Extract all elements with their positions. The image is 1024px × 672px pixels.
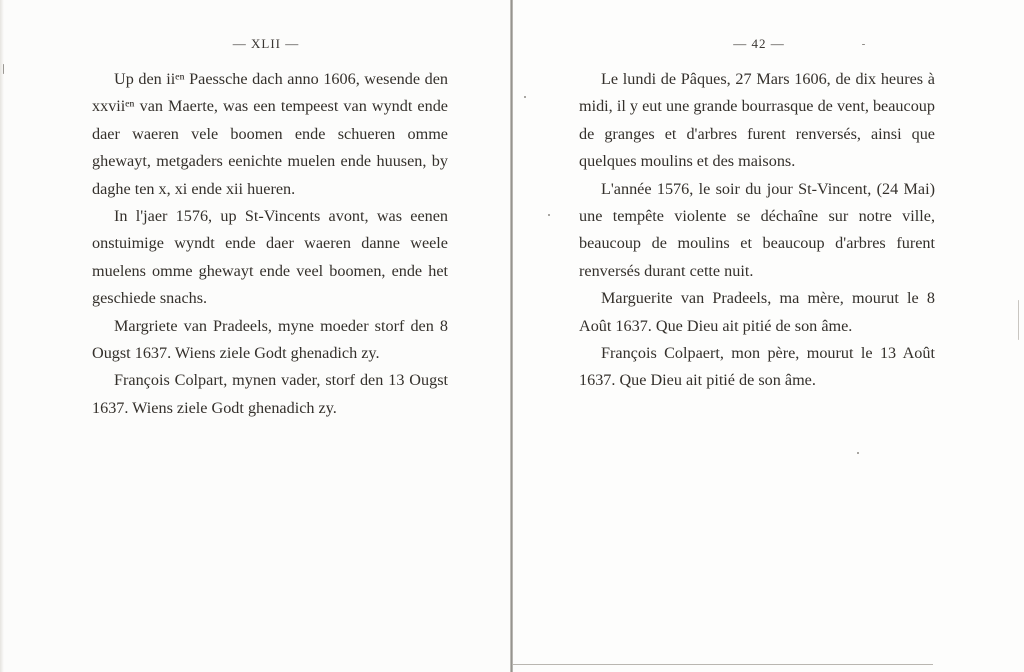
right-page-text [579, 66, 935, 395]
page-edge-shadow [0, 0, 4, 672]
right-page [513, 0, 1024, 672]
left-paragraph-2: In l'jaer 1576, up St-Vincents avont, was eenen onstuimige wyndt ende daer waeren danne weele muelens omme ghewayt ende veel boomen, ende het geschiede snachs. [92, 207, 448, 308]
paper-speck [857, 452, 859, 454]
left-page-folio: — XLII — [232, 36, 300, 51]
left-paragraph-1: Up den iiᵉⁿ Paessche dach anno 1606, wesende den xxviiᵉⁿ van Maerte, was een tempeest van wyndt ende daer waeren vele boomen ende schueren omme ghewayt, metgaders eenichte muelen ende huusen, by daghe ten x, xi ende xii hueren. [92, 70, 448, 198]
right-page-folio: — 42 — [733, 36, 785, 51]
paper-edge-mark [1018, 300, 1019, 340]
right-paragraph-1: Le lundi de Pâques, 27 Mars 1606, de dix heures à midi, il y eut une grande bourrasque de vent, beaucoup de granges et d'arbres furent renversés, ainsi que quelques moulins et des maisons. [579, 70, 935, 171]
left-page-text [92, 66, 448, 422]
right-paragraph-3: Marguerite van Pradeels, ma mère, mourut le 8 Août 1637. Que Dieu ait pitié de son âme. [579, 289, 935, 335]
paper-speck [862, 44, 865, 45]
paper-speck [524, 96, 526, 98]
left-paragraph-3: Margriete van Pradeels, myne moeder storf den 8 Ougst 1637. Wiens ziele Godt ghenadich zy. [92, 316, 448, 363]
page-bottom-edge [513, 664, 933, 665]
left-page [0, 0, 511, 672]
right-paragraph-4: François Colpaert, mon père, mourut le 13 Août 1637. Que Dieu ait pitié de son âme. [579, 344, 935, 390]
paper-edge-mark [3, 64, 4, 74]
right-paragraph-2: L'année 1576, le soir du jour St-Vincent, (24 Mai) une tempête violente se déchaîne sur notre ville, beaucoup de moulins et beaucoup d'arbres furent renversés durant cette nuit. [579, 179, 935, 280]
left-paragraph-4: François Colpart, mynen vader, storf den 13 Ougst 1637. Wiens ziele Godt ghenadich zy. [92, 371, 448, 417]
paper-speck [548, 214, 550, 216]
